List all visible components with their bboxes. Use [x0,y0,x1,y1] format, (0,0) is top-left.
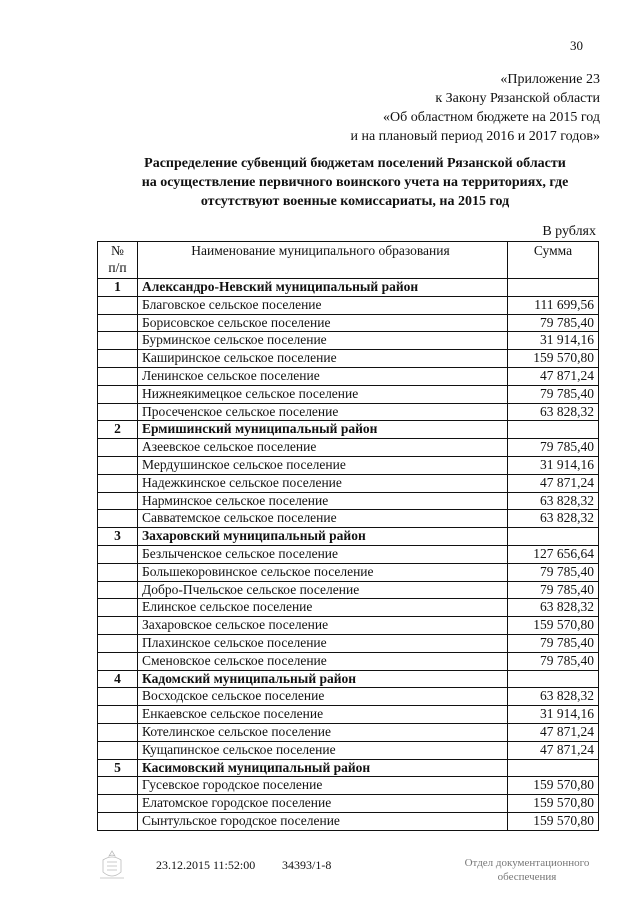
settlement-name: Большекоровинское сельское поселение [138,563,508,581]
district-row [98,759,599,777]
settlement-row [98,474,599,492]
district-amount [508,528,599,546]
settlement-row [98,510,599,528]
settlement-amount: 159 570,80 [508,777,599,795]
settlement-row [98,741,599,759]
settlement-row [98,581,599,599]
header-num [98,242,138,279]
settlement-number [98,403,138,421]
footer-department [452,856,602,884]
settlement-row [98,296,599,314]
settlement-amount: 47 871,24 [508,474,599,492]
settlement-name: Бурминское сельское поселение [138,332,508,350]
settlement-amount: 127 656,64 [508,545,599,563]
settlement-row [98,332,599,350]
settlement-name: Елинское сельское поселение [138,599,508,617]
page-number: 30 [570,38,583,53]
settlement-name: Надежкинское сельское поселение [138,474,508,492]
settlement-amount: 31 914,16 [508,332,599,350]
appendix-line: «Приложение 23 [500,72,600,87]
settlement-number [98,314,138,332]
district-name: Касимовский муниципальный район [138,759,508,777]
footer-dept-line: Отдел документационного [464,857,590,869]
settlement-amount: 31 914,16 [508,706,599,724]
district-number: 2 [98,421,138,439]
settlement-number [98,510,138,528]
title-line: на осуществление первичного воинского учета на территориях, где [141,175,569,190]
settlement-name: Каширинское сельское поселение [138,350,508,368]
district-amount [508,279,599,297]
settlement-number [98,296,138,314]
settlement-row [98,439,599,457]
settlement-amount: 63 828,32 [508,599,599,617]
settlement-row [98,706,599,724]
settlement-number [98,652,138,670]
header-sum: Сумма [508,242,599,279]
settlement-row [98,652,599,670]
settlement-name: Савватемское сельское поселение [138,510,508,528]
appendix-line: «Об областном бюджете на 2015 год [383,110,600,125]
settlement-amount: 63 828,32 [508,403,599,421]
settlement-row [98,617,599,635]
header-name: Наименование муниципального образования [138,242,508,279]
district-row [98,421,599,439]
district-amount [508,670,599,688]
settlement-number [98,741,138,759]
district-number: 1 [98,279,138,297]
district-row [98,528,599,546]
district-row [98,670,599,688]
settlement-amount: 79 785,40 [508,563,599,581]
settlement-number [98,777,138,795]
settlement-amount: 63 828,32 [508,492,599,510]
header-num-line1: № [111,243,124,258]
footer-code: 34393/1-8 [282,858,332,872]
settlement-row [98,350,599,368]
settlement-number [98,688,138,706]
settlement-number [98,350,138,368]
title-line: отсутствуют военные комиссариаты, на 2015 год [200,194,510,209]
settlement-name: Нижнеякимецкое сельское поселение [138,385,508,403]
district-number: 4 [98,670,138,688]
settlement-name: Борисовское сельское поселение [138,314,508,332]
settlement-name: Безлыченское сельское поселение [138,545,508,563]
settlement-name: Азеевское сельское поселение [138,439,508,457]
emblem-seal-icon [97,848,127,884]
settlement-number [98,367,138,385]
settlement-name: Просеченское сельское поселение [138,403,508,421]
settlement-amount: 159 570,80 [508,795,599,813]
appendix-block [350,70,600,146]
settlement-name: Ленинское сельское поселение [138,367,508,385]
district-row [98,279,599,297]
settlement-number [98,439,138,457]
district-amount [508,421,599,439]
settlement-number [98,474,138,492]
settlement-amount: 47 871,24 [508,367,599,385]
district-number: 5 [98,759,138,777]
settlement-number [98,545,138,563]
settlement-amount: 79 785,40 [508,581,599,599]
settlement-amount: 63 828,32 [508,688,599,706]
district-name: Александро-Невский муниципальный район [138,279,508,297]
settlement-name: Захаровское сельское поселение [138,617,508,635]
settlement-name: Сынтульское городское поселение [138,812,508,830]
footer-dept-line: обеспечения [497,871,557,883]
settlement-name: Гусевское городское поселение [138,777,508,795]
settlement-row [98,688,599,706]
settlement-number [98,456,138,474]
settlement-row [98,795,599,813]
settlement-row [98,367,599,385]
settlement-number [98,599,138,617]
distribution-table [97,241,599,831]
settlement-amount: 111 699,56 [508,296,599,314]
settlement-name: Добро-Пчельское сельское поселение [138,581,508,599]
district-amount [508,759,599,777]
header-num-line2: п/п [108,260,127,275]
settlement-number [98,634,138,652]
appendix-line: и на плановый период 2016 и 2017 годов» [350,129,600,144]
settlement-amount: 47 871,24 [508,723,599,741]
settlement-number [98,581,138,599]
district-number: 3 [98,528,138,546]
settlement-row [98,812,599,830]
settlement-amount: 79 785,40 [508,314,599,332]
settlement-number [98,795,138,813]
settlement-amount: 79 785,40 [508,385,599,403]
settlement-row [98,634,599,652]
settlement-row [98,456,599,474]
settlement-name: Благовское сельское поселение [138,296,508,314]
footer-date: 23.12.2015 11:52:00 [156,858,256,872]
settlement-name: Елатомское городское поселение [138,795,508,813]
settlement-name: Сменовское сельское поселение [138,652,508,670]
settlement-row [98,545,599,563]
settlement-name: Котелинское сельское поселение [138,723,508,741]
settlement-number [98,812,138,830]
settlement-amount: 159 570,80 [508,617,599,635]
district-name: Захаровский муниципальный район [138,528,508,546]
settlement-number [98,385,138,403]
settlement-row [98,492,599,510]
settlement-amount: 47 871,24 [508,741,599,759]
settlement-name: Восходское сельское поселение [138,688,508,706]
settlement-amount: 79 785,40 [508,652,599,670]
settlement-number [98,492,138,510]
settlement-name: Плахинское сельское поселение [138,634,508,652]
appendix-line: к Закону Рязанской области [435,91,600,106]
district-name: Кадомский муниципальный район [138,670,508,688]
unit-label: В рублях [542,224,596,239]
settlement-amount: 159 570,80 [508,350,599,368]
settlement-number [98,706,138,724]
settlement-name: Енкаевское сельское поселение [138,706,508,724]
title-line: Распределение субвенций бюджетам поселений Рязанской области [144,156,566,171]
settlement-name: Кущапинское сельское поселение [138,741,508,759]
settlement-name: Мердушинское сельское поселение [138,456,508,474]
settlement-row [98,314,599,332]
settlement-amount: 31 914,16 [508,456,599,474]
settlement-name: Нарминское сельское поселение [138,492,508,510]
settlement-row [98,403,599,421]
settlement-number [98,332,138,350]
document-title [90,154,620,211]
settlement-row [98,599,599,617]
settlement-amount: 79 785,40 [508,634,599,652]
district-name: Ермишинский муниципальный район [138,421,508,439]
settlement-number [98,563,138,581]
settlement-row [98,723,599,741]
table-header-row [98,242,599,279]
settlement-number [98,723,138,741]
settlement-row [98,777,599,795]
settlement-row [98,563,599,581]
settlement-amount: 79 785,40 [508,439,599,457]
settlement-number [98,617,138,635]
settlement-row [98,385,599,403]
settlement-amount: 159 570,80 [508,812,599,830]
settlement-amount: 63 828,32 [508,510,599,528]
